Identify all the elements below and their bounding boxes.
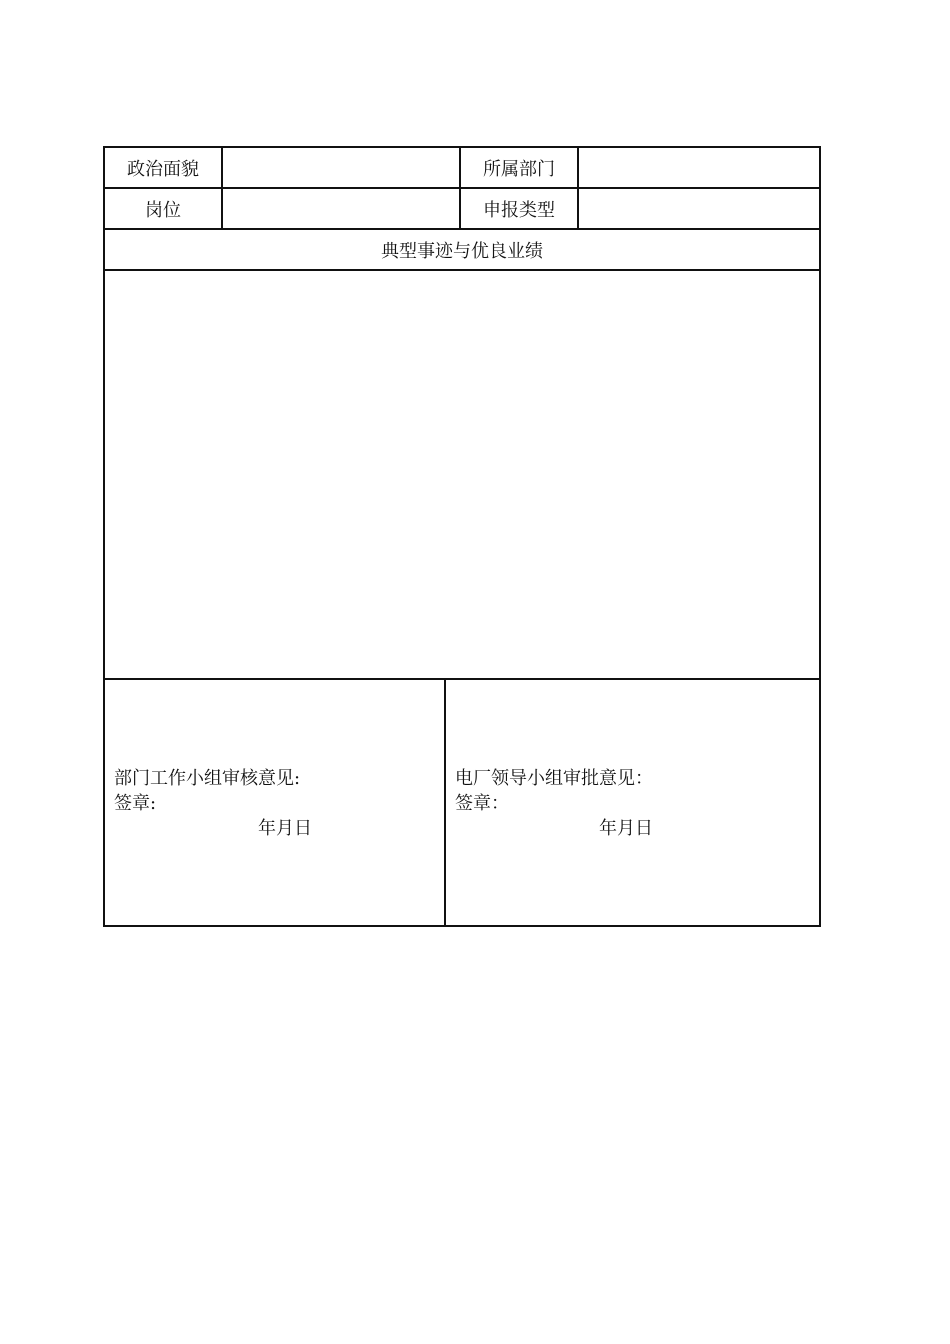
plant-date-label: 年月日	[599, 818, 653, 839]
form-row-political-department	[105, 148, 819, 189]
department-review-title: 部门工作小组审核意见:	[114, 768, 301, 789]
application-type-label: 申报类型	[461, 189, 579, 228]
department-field[interactable]	[579, 148, 819, 187]
application-type-field[interactable]	[579, 189, 819, 228]
plant-approval-text	[455, 766, 653, 816]
department-date-label: 年月日	[258, 818, 312, 839]
political-status-label: 政治面貌	[105, 148, 223, 187]
plant-approval-opinion-cell[interactable]	[446, 680, 819, 925]
political-status-field[interactable]	[223, 148, 461, 187]
application-form-table	[103, 146, 821, 927]
achievements-text-area[interactable]	[105, 271, 819, 680]
opinion-row	[105, 680, 819, 925]
department-label: 所属部门	[461, 148, 579, 187]
department-review-opinion-cell[interactable]	[105, 680, 446, 925]
position-label: 岗位	[105, 189, 223, 228]
plant-approval-title: 电厂领导小组审批意见：	[455, 768, 653, 789]
plant-signature-label: 签章：	[455, 793, 509, 814]
achievements-section-title: 典型事迹与优良业绩	[381, 240, 543, 262]
department-review-text	[114, 766, 300, 816]
department-signature-label: 签章:	[114, 793, 157, 814]
position-field[interactable]	[223, 189, 461, 228]
form-row-position-type	[105, 189, 819, 230]
form-row-section-title	[105, 230, 819, 271]
